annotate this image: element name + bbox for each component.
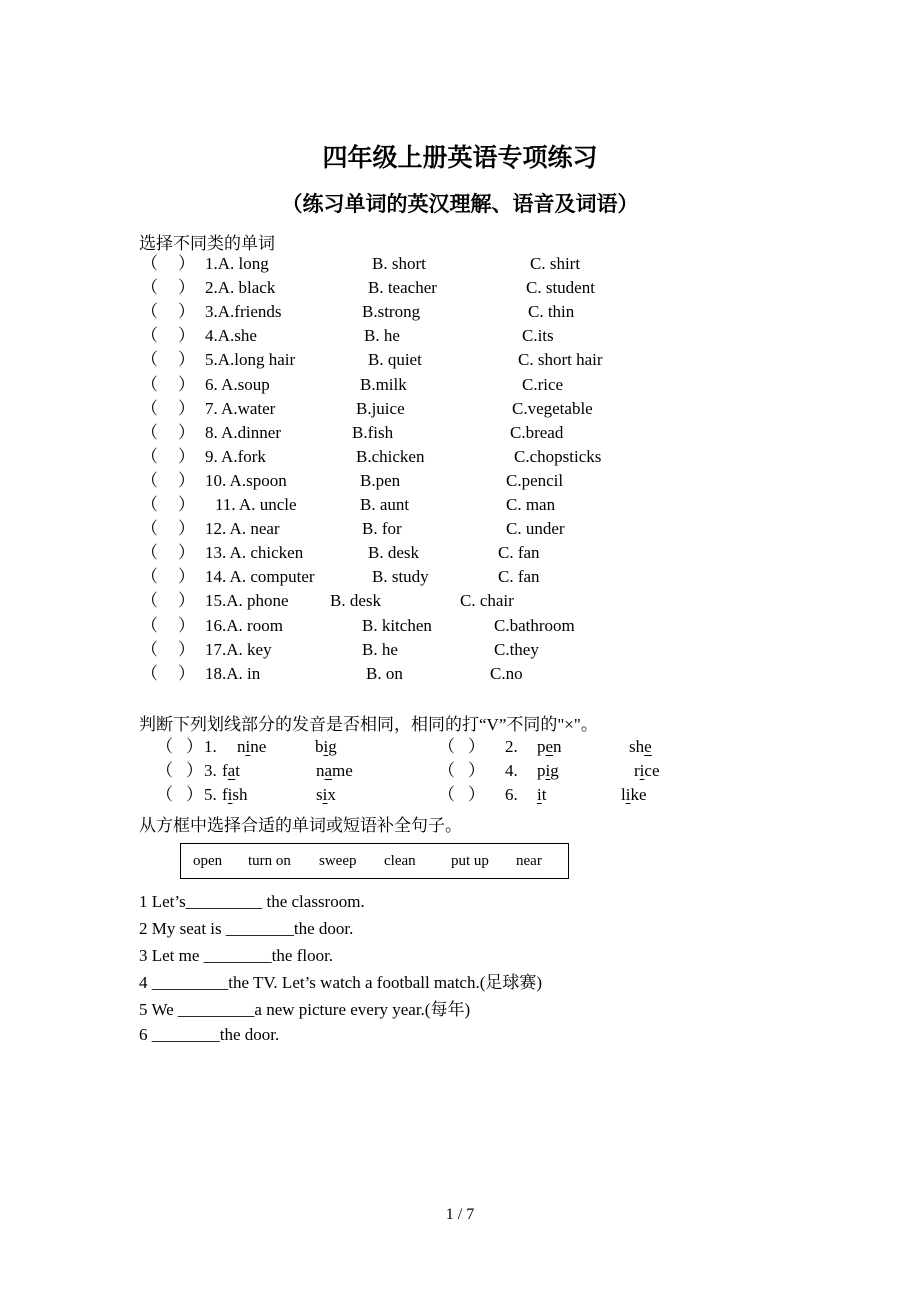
option-b: B.strong: [362, 302, 421, 321]
word-part: ke: [630, 785, 647, 804]
word-right-1: [537, 760, 559, 782]
answer-paren-close: ）: [178, 519, 195, 538]
answer-paren-open: （: [141, 664, 158, 683]
section1-heading: 选择不同类的单词: [139, 234, 275, 253]
answer-paren-close: ）: [186, 737, 203, 756]
word-option: turn on: [248, 853, 291, 869]
word-option: put up: [451, 853, 489, 869]
answer-paren-close: ）: [178, 302, 195, 321]
option-b: B. desk: [330, 591, 381, 610]
underlined-letter: i: [639, 761, 645, 780]
underlined-letter: e: [644, 737, 652, 756]
option-b: B. he: [362, 640, 398, 659]
word-left-1: [222, 760, 240, 782]
option-b: B.milk: [360, 375, 407, 394]
fill-in-sentence: 3 Let me ________the floor.: [139, 946, 334, 965]
answer-paren-close: ）: [178, 254, 195, 273]
option-c: C. fan: [498, 567, 540, 586]
page-number: 1 / 7: [445, 1206, 475, 1223]
option-b: B. quiet: [368, 350, 422, 369]
fill-in-sentence: 5 We _________a new picture every year.(每年): [139, 1000, 471, 1019]
word-part: b: [315, 737, 324, 756]
question-number: 6.: [505, 785, 518, 804]
answer-paren-open: （: [438, 785, 455, 804]
word-right-2: [634, 760, 660, 782]
answer-paren-close: ）: [468, 785, 485, 804]
section3-heading: 从方框中选择合适的单词或短语补全句子。: [139, 816, 462, 835]
word-part: p: [537, 761, 546, 780]
option-b: B.juice: [356, 399, 405, 418]
underlined-letter: e: [545, 737, 554, 756]
word-part: n: [553, 737, 562, 756]
answer-paren-close: ）: [178, 447, 195, 466]
option-c: C. student: [526, 278, 595, 297]
answer-paren-open: （: [141, 616, 158, 635]
answer-paren-open: （: [141, 278, 158, 297]
answer-paren-close: ）: [178, 326, 195, 345]
answer-paren-open: （: [141, 519, 158, 538]
answer-paren-close: ）: [178, 567, 195, 586]
word-left-2: [316, 784, 336, 806]
option-a: 9. A.fork: [205, 447, 266, 466]
option-b: B. desk: [368, 543, 419, 562]
question-number: 1.: [204, 737, 217, 756]
option-c: C. shirt: [530, 254, 581, 273]
answer-paren-close: ）: [178, 640, 195, 659]
option-b: B. kitchen: [362, 616, 432, 635]
option-b: B. short: [372, 254, 426, 273]
answer-paren-close: ）: [178, 399, 195, 418]
underlined-letter: i: [245, 737, 251, 756]
option-b: B.chicken: [356, 447, 425, 466]
answer-paren-open: （: [141, 350, 158, 369]
word-part: f: [222, 785, 228, 804]
option-c: C. chair: [460, 591, 514, 610]
question-number: 4.: [505, 761, 518, 780]
word-part: t: [235, 761, 240, 780]
option-c: C.bread: [510, 423, 564, 442]
option-c: C.chopsticks: [514, 447, 602, 466]
option-a: 17.A. key: [205, 640, 272, 659]
underlined-letter: i: [625, 785, 631, 804]
answer-paren-open: （: [438, 761, 455, 780]
option-b: B. study: [372, 567, 429, 586]
answer-paren-close: ）: [186, 761, 203, 780]
word-left-2: [315, 736, 337, 758]
fill-in-sentence: 4 _________the TV. Let’s watch a football match.(足球赛): [139, 973, 543, 992]
word-part: me: [332, 761, 353, 780]
underlined-letter: i: [227, 785, 233, 804]
option-a: 8. A.dinner: [205, 423, 282, 442]
word-part: g: [328, 737, 337, 756]
option-a: 7. A.water: [205, 399, 276, 418]
underlined-letter: i: [322, 785, 328, 804]
word-part: ce: [644, 761, 660, 780]
fill-in-sentence: 2 My seat is ________the door.: [139, 919, 354, 938]
word-part: n: [316, 761, 325, 780]
option-a: 1.A. long: [205, 254, 269, 273]
underlined-letter: i: [323, 737, 329, 756]
fill-in-sentence: 1 Let’s_________ the classroom.: [139, 892, 365, 911]
option-a: 2.A. black: [205, 278, 276, 297]
underlined-letter: a: [227, 761, 236, 780]
option-b: B.pen: [360, 471, 401, 490]
word-part: g: [550, 761, 559, 780]
option-c: C. short hair: [518, 350, 603, 369]
question-number: 3.: [204, 761, 217, 780]
word-part: r: [634, 761, 640, 780]
option-b: B. he: [364, 326, 400, 345]
word-part: f: [222, 761, 228, 780]
fill-in-sentence: 6 ________the door.: [139, 1025, 280, 1044]
word-left-2: [316, 760, 353, 782]
option-c: C.pencil: [506, 471, 564, 490]
underlined-letter: i: [537, 785, 542, 804]
option-c: C. man: [506, 495, 556, 514]
option-b: B. aunt: [360, 495, 410, 514]
word-right-1: [537, 736, 562, 758]
word-part: sh: [232, 785, 248, 804]
option-c: C.they: [494, 640, 539, 659]
underlined-letter: a: [324, 761, 333, 780]
answer-paren-open: （: [438, 737, 455, 756]
answer-paren-open: （: [156, 761, 173, 780]
answer-paren-open: （: [141, 399, 158, 418]
answer-paren-close: ）: [468, 737, 485, 756]
option-c: C.no: [490, 664, 523, 683]
answer-paren-close: ）: [178, 616, 195, 635]
answer-paren-open: （: [141, 326, 158, 345]
word-part: t: [541, 785, 547, 804]
answer-paren-open: （: [156, 737, 173, 756]
answer-paren-open: （: [141, 567, 158, 586]
word-part: s: [316, 785, 323, 804]
word-right-2: [629, 736, 652, 758]
question-number: 5.: [204, 785, 217, 804]
underlined-letter: i: [545, 761, 551, 780]
word-left-1: [222, 784, 248, 806]
answer-paren-open: （: [156, 785, 173, 804]
word-part: n: [237, 737, 246, 756]
option-c: C. under: [506, 519, 565, 538]
answer-paren-open: （: [141, 254, 158, 273]
option-b: B. on: [366, 664, 403, 683]
option-a: 10. A.spoon: [205, 471, 287, 490]
word-part: x: [327, 785, 336, 804]
option-c: C.its: [522, 326, 554, 345]
option-a: 12. A. near: [205, 519, 280, 538]
option-b: B.fish: [352, 423, 394, 442]
option-b: B. for: [362, 519, 402, 538]
answer-paren-close: ）: [178, 278, 195, 297]
answer-paren-open: （: [141, 543, 158, 562]
answer-paren-open: （: [141, 375, 158, 394]
option-a: 13. A. chicken: [205, 543, 304, 562]
answer-paren-close: ）: [178, 495, 195, 514]
answer-paren-close: ）: [178, 375, 195, 394]
option-a: 4.A.she: [205, 326, 257, 345]
answer-paren-close: ）: [178, 471, 195, 490]
word-box: [180, 843, 569, 879]
word-part: ne: [250, 737, 267, 756]
page-subtitle: （练习单词的英汉理解、语音及词语）: [281, 192, 639, 216]
word-option: near: [516, 853, 542, 869]
option-c: C. thin: [528, 302, 575, 321]
answer-paren-open: （: [141, 423, 158, 442]
option-a: 15.A. phone: [205, 591, 289, 610]
answer-paren-open: （: [141, 302, 158, 321]
option-a: 5.A.long hair: [205, 350, 296, 369]
word-right-1: [537, 784, 546, 806]
answer-paren-open: （: [141, 495, 158, 514]
word-part: sh: [629, 737, 645, 756]
page-title: 四年级上册英语专项练习: [322, 145, 598, 172]
answer-paren-close: ）: [178, 350, 195, 369]
word-option: open: [193, 853, 223, 869]
answer-paren-close: ）: [178, 543, 195, 562]
answer-paren-open: （: [141, 591, 158, 610]
option-a: 18.A. in: [205, 664, 261, 683]
answer-paren-open: （: [141, 447, 158, 466]
question-number: 2.: [505, 737, 518, 756]
answer-paren-close: ）: [468, 761, 485, 780]
answer-paren-open: （: [141, 471, 158, 490]
option-a: 11. A. uncle: [215, 495, 297, 514]
option-c: C.bathroom: [494, 616, 575, 635]
word-option: clean: [384, 853, 416, 869]
answer-paren-close: ）: [178, 591, 195, 610]
word-right-2: [621, 784, 647, 806]
answer-paren-close: ）: [178, 423, 195, 442]
option-c: C.vegetable: [512, 399, 593, 418]
word-option: sweep: [319, 853, 357, 869]
answer-paren-close: ）: [186, 785, 203, 804]
word-part: l: [621, 785, 626, 804]
option-c: C.rice: [522, 375, 564, 394]
option-a: 6. A.soup: [205, 375, 270, 394]
section2-heading: 判断下列划线部分的发音是否相同，相同的打“V”不同的"×"。: [139, 715, 598, 734]
word-part: p: [537, 737, 546, 756]
word-left-1: [237, 736, 266, 758]
option-b: B. teacher: [368, 278, 437, 297]
option-c: C. fan: [498, 543, 540, 562]
answer-paren-close: ）: [178, 664, 195, 683]
option-a: 14. A. computer: [205, 567, 315, 586]
answer-paren-open: （: [141, 640, 158, 659]
option-a: 16.A. room: [205, 616, 283, 635]
option-a: 3.A.friends: [205, 302, 282, 321]
